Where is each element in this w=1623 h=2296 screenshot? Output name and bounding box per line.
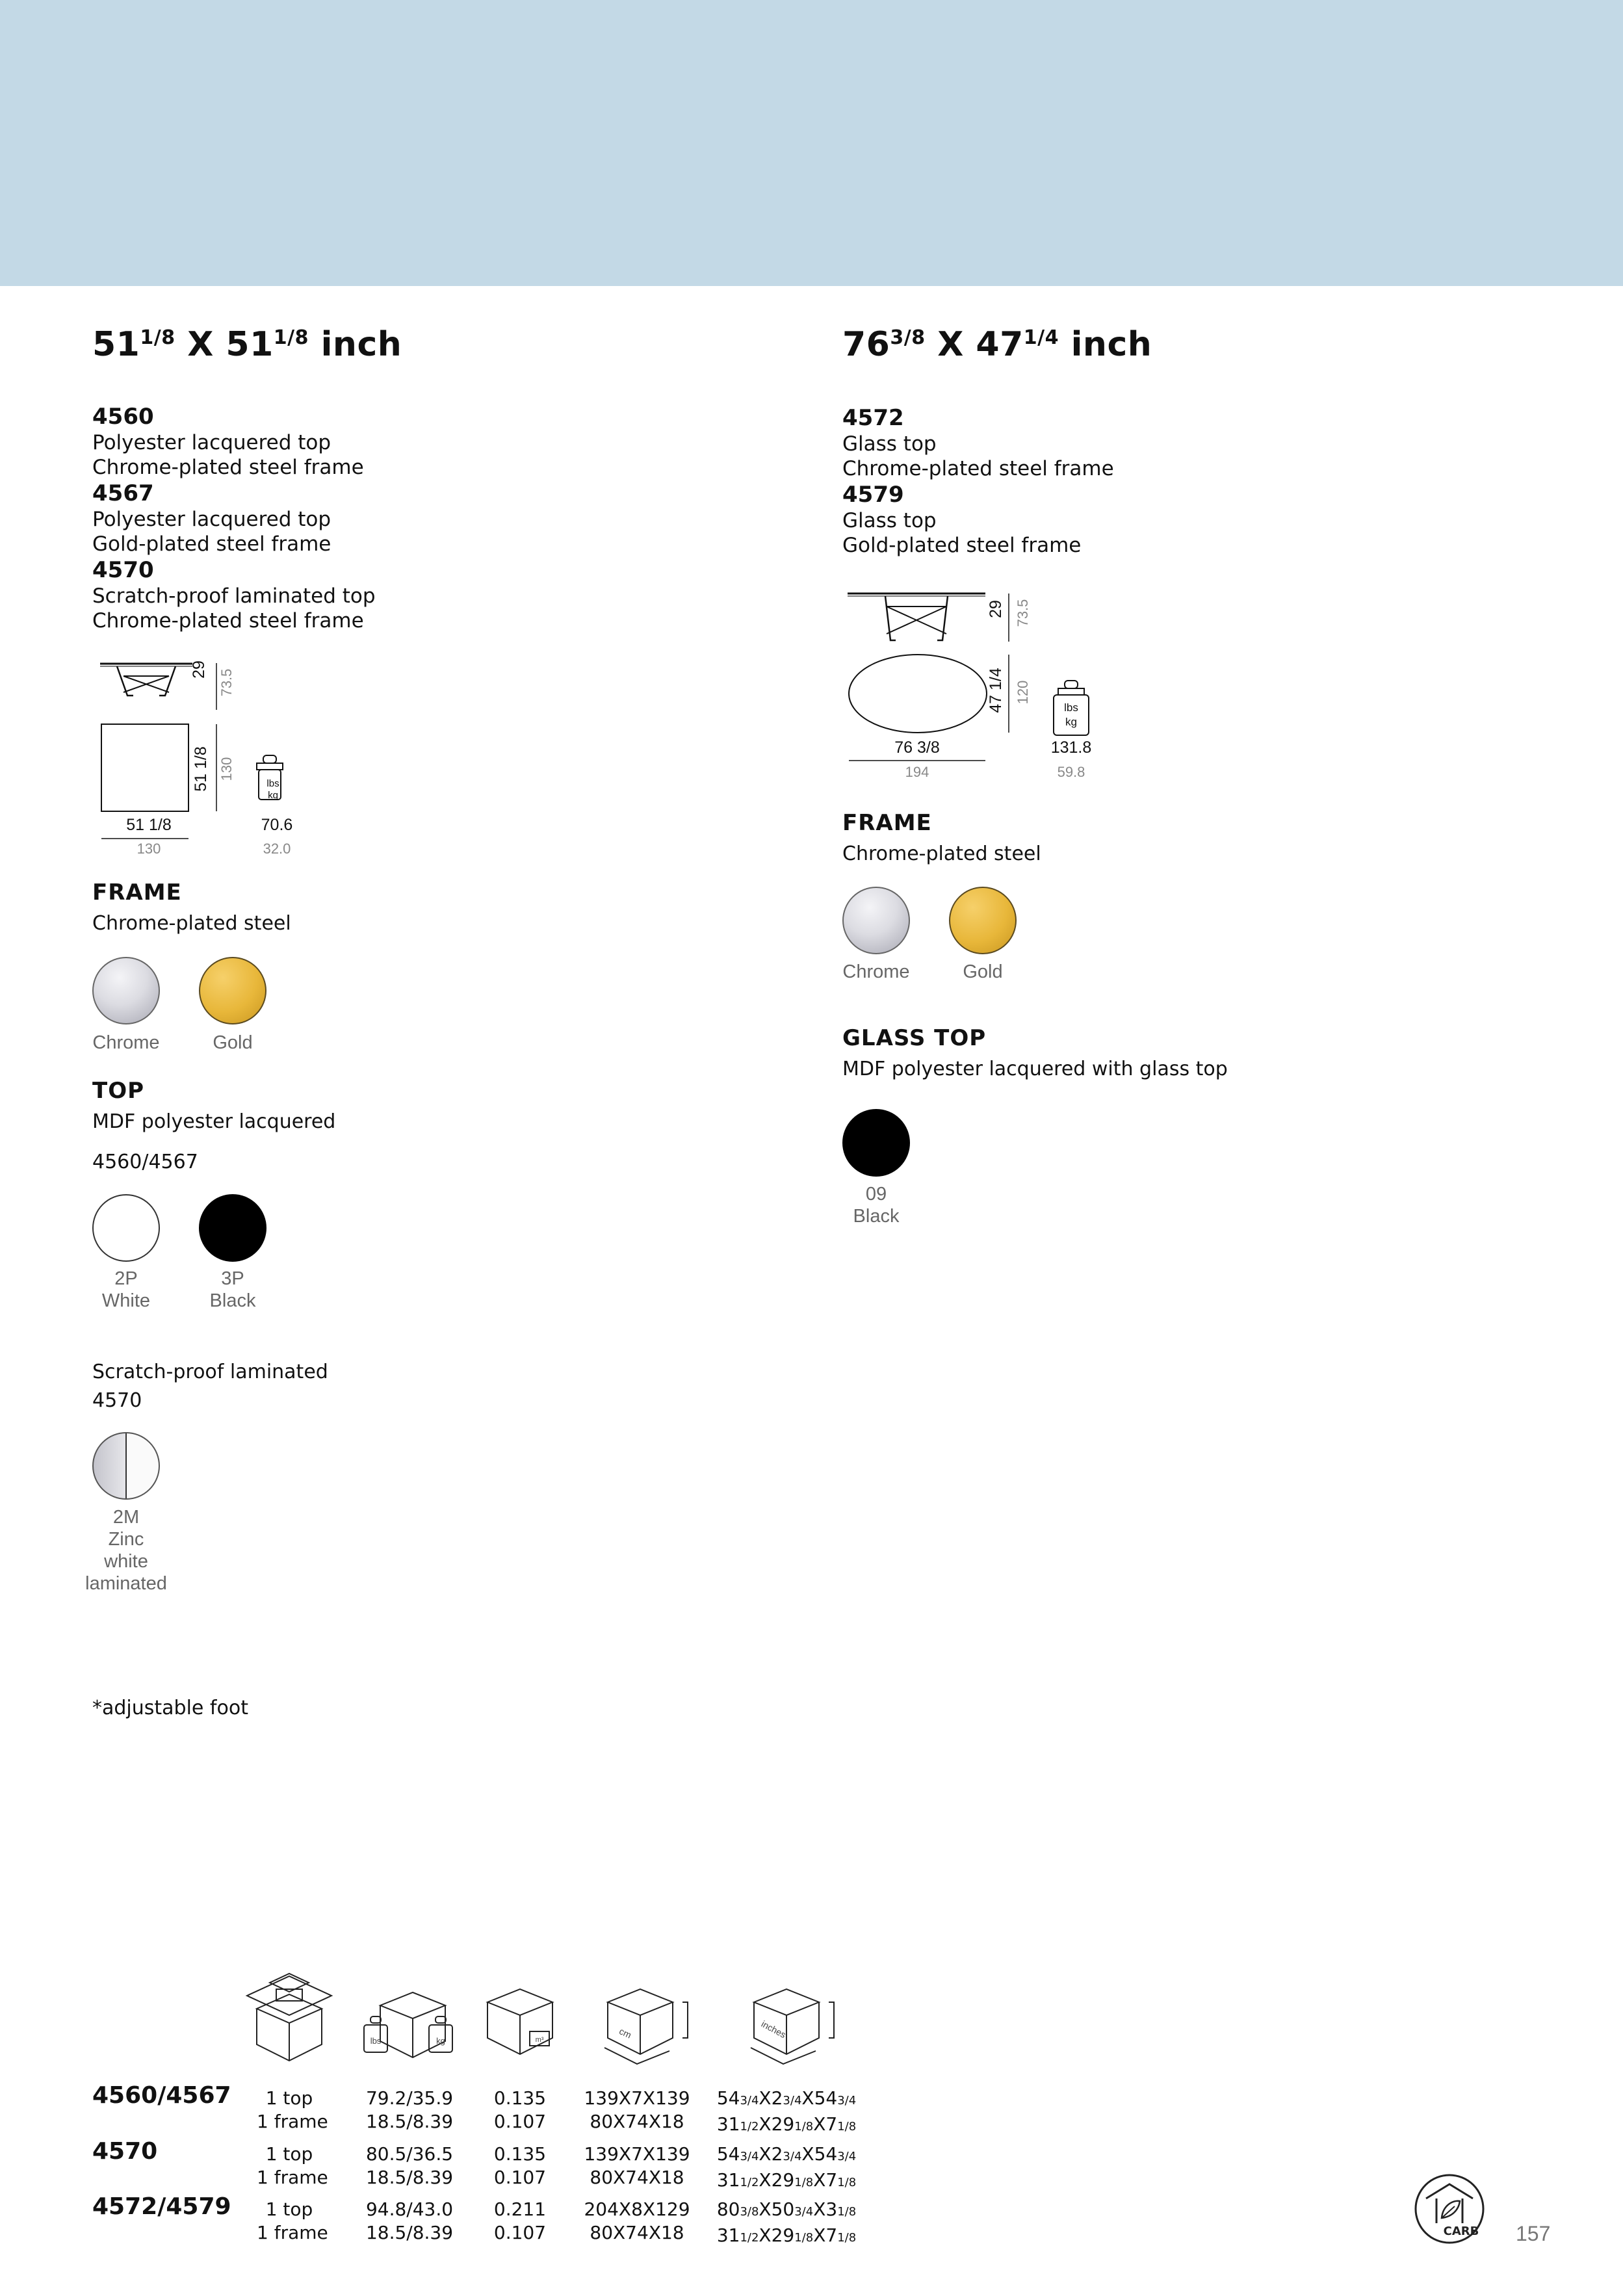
carb-logo — [1410, 2170, 1488, 2248]
packing-volume: 0.135 0.107 — [493, 2143, 547, 2188]
laminated-title: Scratch-proof laminated — [92, 1361, 328, 1383]
frame-material: Chrome-plated steel — [92, 912, 291, 935]
model-code: 4579 — [842, 482, 904, 508]
height-in-label: 29 — [987, 600, 1005, 618]
top-material: MDF polyester lacquered — [92, 1110, 336, 1133]
depth-in-label: 47 1/4 — [987, 668, 1005, 713]
weight-lbs: 70.6 — [261, 816, 293, 834]
swatch-black[interactable] — [199, 1194, 266, 1262]
swatch-label: Gold — [213, 1032, 253, 1053]
packing-parts: 1 top 1 frame — [257, 2143, 328, 2188]
weight-kg: 59.8 — [1057, 764, 1085, 780]
swatch-label: 3P Black — [209, 1268, 256, 1311]
model-frame: Chrome-plated steel frame — [92, 609, 364, 633]
depth-cm-label: 120 — [1015, 680, 1031, 705]
packing-row-code: 4560/4567 — [92, 2082, 231, 2109]
model-code: 4567 — [92, 480, 154, 506]
swatch-label: 09 Black — [853, 1184, 900, 1227]
height-cm-label: 73.5 — [218, 668, 235, 697]
packing-row-code: 4572/4579 — [92, 2193, 231, 2220]
model-top: Glass top — [842, 509, 937, 532]
header-banner — [0, 0, 1623, 286]
model-top: Polyester lacquered top — [92, 431, 331, 454]
packing-size-cm: 139X7X139 80X74X18 — [584, 2143, 690, 2188]
swatch-black[interactable] — [842, 1109, 910, 1177]
top-title: TOP — [92, 1078, 145, 1104]
packing-volume: 0.135 0.107 — [493, 2087, 547, 2132]
frame-material: Chrome-plated steel — [842, 842, 1041, 865]
packing-row-code: 4570 — [92, 2138, 158, 2165]
swatch-label: Chrome — [842, 961, 910, 982]
width-cm-label: 130 — [136, 841, 161, 857]
model-top: Scratch-proof laminated top — [92, 584, 376, 608]
width-in-label: 51 1/8 — [126, 816, 172, 834]
weight-icon-units: lbs kg — [266, 778, 279, 801]
swatch-white[interactable] — [92, 1194, 160, 1262]
depth-in-label: 51 1/8 — [192, 746, 210, 792]
swatch-gold[interactable] — [199, 957, 266, 1024]
swatch-gold[interactable] — [949, 887, 1017, 954]
model-frame: Gold-plated steel frame — [92, 532, 331, 556]
model-code: 4572 — [842, 405, 904, 431]
swatch-label: Gold — [963, 961, 1003, 982]
svg-text:cm: cm — [617, 2026, 633, 2041]
glass-top-material: MDF polyester lacquered with glass top — [842, 1058, 1228, 1080]
swatch-label: Chrome — [92, 1032, 160, 1053]
svg-text:CARB: CARB — [1443, 2224, 1479, 2238]
page-number: 157 — [1516, 2222, 1551, 2245]
model-top: Polyester lacquered top — [92, 508, 331, 531]
svg-text:lbs: lbs — [370, 2036, 382, 2046]
model-frame: Chrome-plated steel frame — [92, 456, 364, 479]
swatch-label: 2P White — [101, 1268, 151, 1311]
model-code: 4570 — [92, 557, 154, 583]
model-frame: Chrome-plated steel frame — [842, 457, 1114, 480]
swatch-chrome[interactable] — [92, 957, 160, 1024]
packing-size-inches: 543/4X23/4X543/4 311/2X291/8X71/8 — [716, 2143, 857, 2191]
weight-boxes-icon — [364, 1992, 452, 2057]
width-cm-label: 194 — [905, 764, 929, 780]
weight-kg: 32.0 — [263, 841, 291, 857]
left-size-heading: $51^{1/8}$ X $51^{1/8}$ inch — [92, 325, 402, 364]
footnote: *adjustable foot — [92, 1697, 248, 1719]
packing-parts: 1 top 1 frame — [257, 2198, 328, 2243]
depth-cm-label: 130 — [218, 757, 235, 781]
width-in-label: 76 3/8 — [894, 738, 940, 757]
svg-text:m³: m³ — [535, 2036, 544, 2044]
weight-lbs: 131.8 — [1050, 738, 1092, 757]
height-cm-label: 73.5 — [1015, 599, 1031, 627]
model-frame: Gold-plated steel frame — [842, 534, 1082, 557]
frame-title: FRAME — [842, 810, 932, 836]
glass-top-title: GLASS TOP — [842, 1025, 987, 1051]
weight-icon-units: lbs kg — [1064, 701, 1078, 728]
svg-text:inches: inches — [759, 2018, 788, 2041]
top-group: 4560/4567 — [92, 1151, 198, 1173]
swatch-label: 2M Zinc white laminated — [85, 1507, 167, 1594]
left-model-list — [92, 403, 376, 633]
packing-weight: 80.5/36.5 18.5/8.39 — [365, 2143, 454, 2188]
swatch-chrome[interactable] — [842, 887, 910, 954]
right-size-heading: $76^{3/8}$ X $47^{1/4}$ inch — [842, 325, 1152, 364]
packing-volume: 0.211 0.107 — [493, 2198, 547, 2243]
packing-icons — [234, 1963, 871, 2067]
packing-weight: 79.2/35.9 18.5/8.39 — [365, 2087, 454, 2132]
packing-size-cm: 204X8X129 80X74X18 — [584, 2198, 690, 2243]
laminated-code: 4570 — [92, 1389, 142, 1412]
packing-size-inches: 803/8X503/4X31/8 311/2X291/8X71/8 — [716, 2198, 857, 2246]
swatch-zinc-white[interactable] — [92, 1432, 160, 1500]
frame-title: FRAME — [92, 880, 182, 906]
right-model-list — [842, 404, 1114, 558]
packages-icon — [247, 1974, 331, 2061]
model-top: Glass top — [842, 432, 937, 456]
box-dimensions-cm-icon — [604, 1989, 688, 2064]
packing-size-inches: 543/4X23/4X543/4 311/2X291/8X71/8 — [716, 2087, 857, 2135]
model-code: 4560 — [92, 404, 154, 430]
packing-weight: 94.8/43.0 18.5/8.39 — [365, 2198, 454, 2243]
height-in-label: 29 — [190, 660, 208, 679]
svg-text:kg: kg — [436, 2036, 445, 2046]
volume-icon — [487, 1989, 552, 2054]
packing-parts: 1 top 1 frame — [257, 2087, 328, 2132]
packing-size-cm: 139X7X139 80X74X18 — [584, 2087, 690, 2132]
